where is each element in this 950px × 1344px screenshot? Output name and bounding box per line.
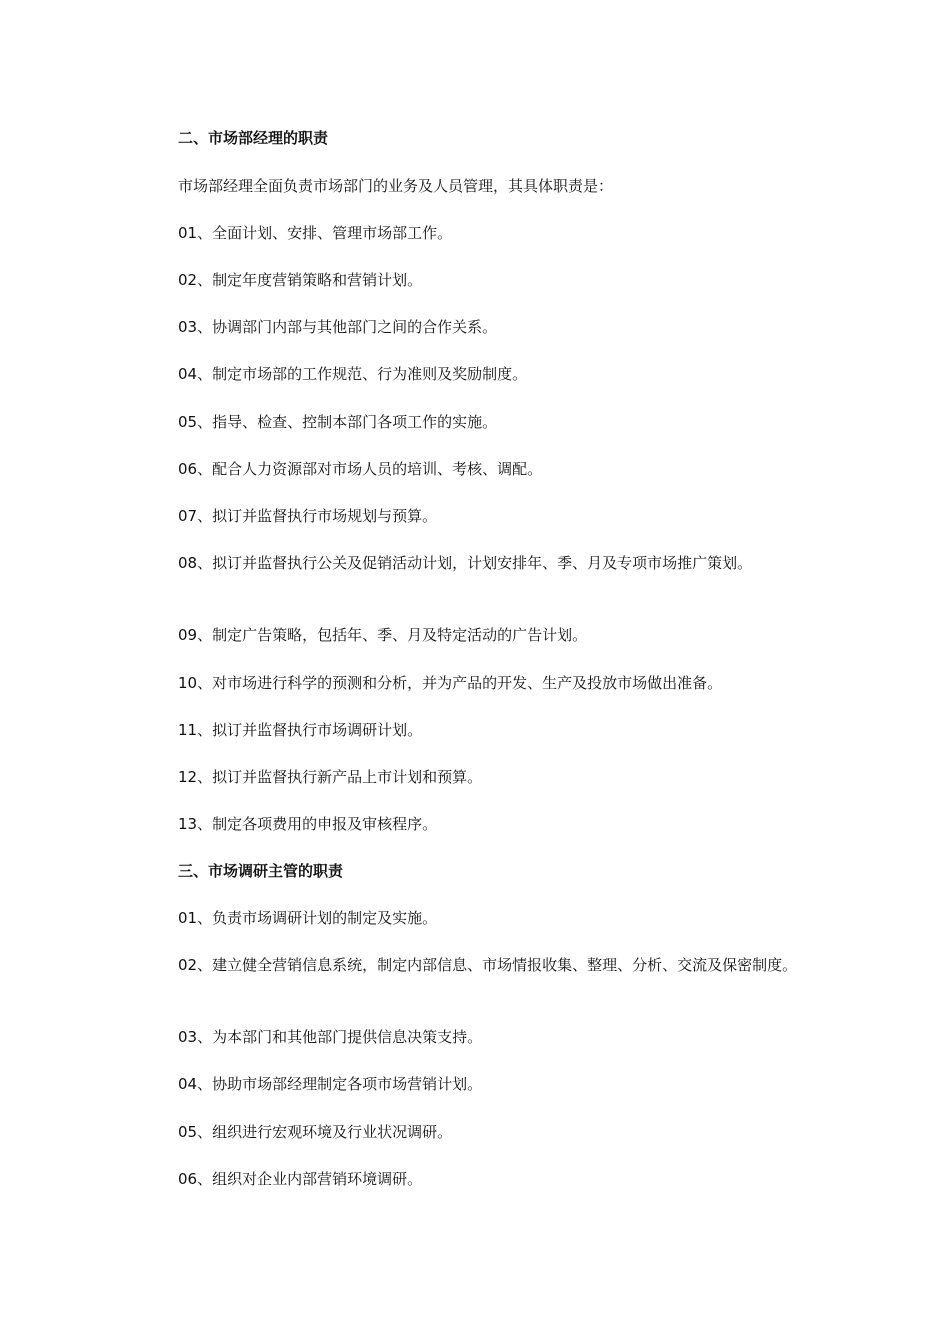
section-2-intro: 市场部经理全面负责市场部门的业务及人员管理，其具体职责是： (178, 177, 614, 195)
list-item: 06、配合人力资源部对市场人员的培训、考核、调配。 (178, 460, 543, 478)
list-item: 04、制定市场部的工作规范、行为准则及奖励制度。 (178, 365, 528, 383)
list-item: 08、拟订并监督执行公关及促销活动计划，计划安排年、季、月及专项市场推广策划。 (178, 554, 753, 572)
list-item: 03、协调部门内部与其他部门之间的合作关系。 (178, 318, 498, 336)
list-item: 10、对市场进行科学的预测和分析，并为产品的开发、生产及投放市场做出准备。 (178, 674, 723, 692)
list-item: 03、为本部门和其他部门提供信息决策支持。 (178, 1028, 483, 1046)
section-3-heading: 三、市场调研主管的职责 (178, 862, 344, 880)
list-item: 05、指导、检查、控制本部门各项工作的实施。 (178, 413, 498, 431)
list-item: 07、拟订并监督执行市场规划与预算。 (178, 507, 438, 525)
list-item: 01、全面计划、安排、管理市场部工作。 (178, 224, 453, 242)
section-2-heading: 二、市场部经理的职责 (178, 129, 329, 147)
list-item: 09、制定广告策略，包括年、季、月及特定活动的广告计划。 (178, 626, 588, 644)
list-item: 11、拟订并监督执行市场调研计划。 (178, 721, 423, 739)
list-item: 02、制定年度营销策略和营销计划。 (178, 271, 423, 289)
list-item: 01、负责市场调研计划的制定及实施。 (178, 909, 438, 927)
list-item: 04、协助市场部经理制定各项市场营销计划。 (178, 1075, 483, 1093)
list-item-wrapped: 02、建立健全营销信息系统，制定内部信息、市场情报收集、整理、分析、交流及保密制度。 (178, 956, 798, 974)
list-item: 06、组织对企业内部营销环境调研。 (178, 1170, 423, 1188)
list-item: 05、组织进行宏观环境及行业状况调研。 (178, 1123, 453, 1141)
list-item: 13、制定各项费用的申报及审核程序。 (178, 815, 438, 833)
list-item: 12、拟订并监督执行新产品上市计划和预算。 (178, 768, 483, 786)
